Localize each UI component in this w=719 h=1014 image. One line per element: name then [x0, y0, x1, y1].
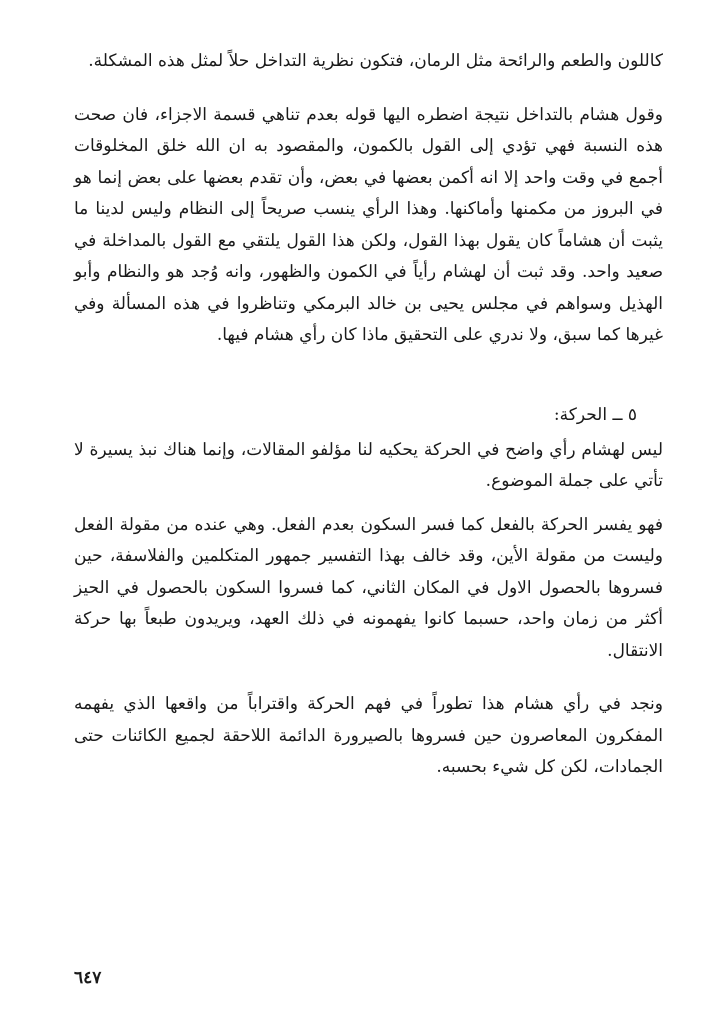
paragraph-4: فهو يفسر الحركة بالفعل كما فسر السكون بعدم الفعل. وهي عنده من مقولة الفعل وليست من مقولة الأين، وقد خالف بهذا التفسير جمهور المتكلمين والفلاسفة، حين فسروها بالحصول الاول في المكان الثاني، كما فسروا السكون بالحصول في الحيز أكثر من زمان واحد، حسبما كانوا يفهمونه في ذلك العهد، ويريدون طبعاً بها حركة الانتقال. [74, 514, 663, 661]
paragraph-1: كاللون والطعم والرائحة مثل الرمان، فتكون نظرية التداخل حلاً لمثل هذه المشكلة. [88, 51, 663, 71]
paragraph-3: ليس لهشام رأي واضح في الحركة يحكيه لنا مؤلفو المقالات، وإنما هناك نبذ يسيرة لا تأتي على جملة الموضوع. [74, 439, 663, 491]
page-number: ٦٤٧ [74, 968, 102, 988]
paragraph-2: وقول هشام بالتداخل نتيجة اضطره اليها قوله بعدم تناهي قسمة الاجزاء، فان صحت هذه النسبة فهي تؤدي إلى القول بالكمون، والمقصود به ان الله خلق المخلوقات أجمع في وقت واحد إلا انه أكمن بعضها في بعض، وأن تقدم بعضها على بعض إنما هو في البروز من مكمنها وأماكنها. وهذا الرأي ينسب صريحاً إلى النظام وليس لدينا ما يثبت أن هشاماً كان يقول بهذا القول، ولكن هذا القول يلتقي مع القول بالمداخلة في صعيد واحد. وقد ثبت أن لهشام رأياً في الكمون والظهور، وانه وُجد هو والنظام وأبو الهذيل وسواهم في مجلس يحيى بن خالد البرمكي وتناظروا في هذه المسألة وفي غيرها كما سبق، ولا ندري على التحقيق ماذا كان رأي هشام فيها. [74, 104, 663, 345]
section-heading: ٥ ــ الحركة: [553, 404, 637, 425]
paragraph-5: ونجد في رأي هشام هذا تطوراً في فهم الحركة واقتراباً من واقعها الذي يفهمه المفكرون المعاصرون حين فسروها بالصيرورة الدائمة اللاحقة لجميع الكائنات حتى الجمادات، لكن كل شيء بحسبه. [74, 694, 663, 777]
